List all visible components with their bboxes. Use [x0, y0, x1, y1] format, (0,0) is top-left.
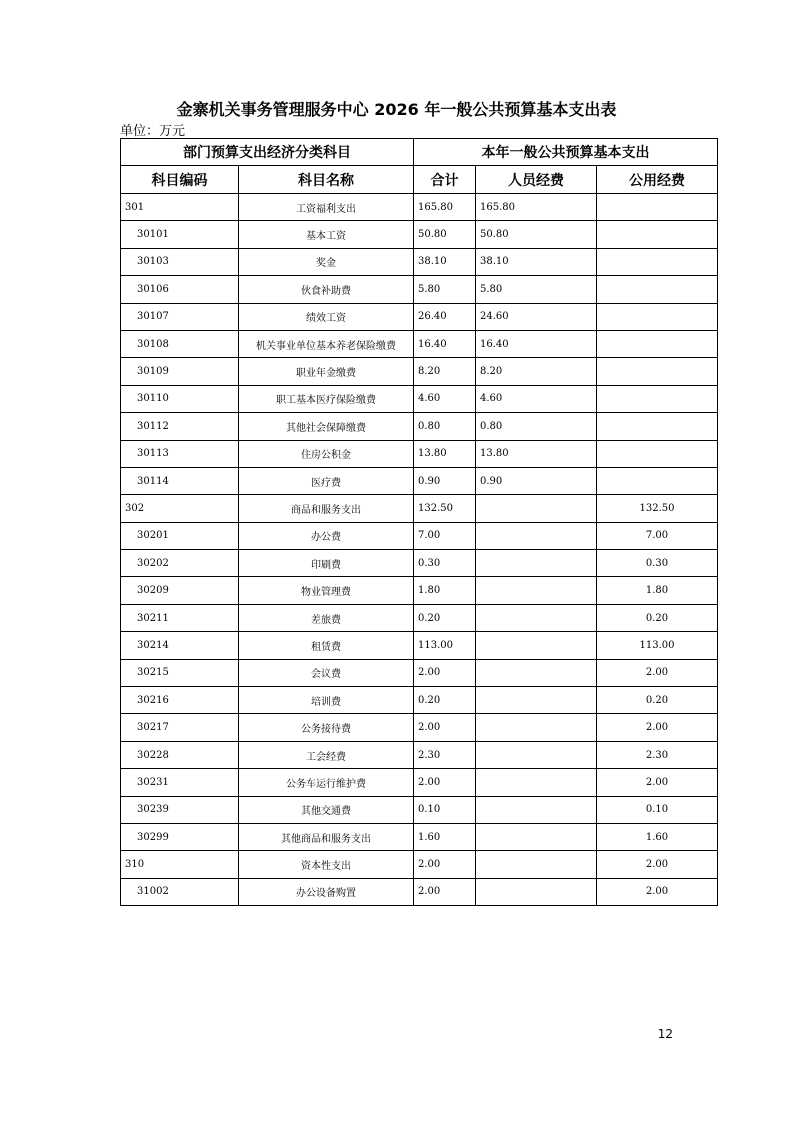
cell-name: 其他交通费 [239, 796, 414, 823]
table-row [121, 358, 718, 385]
cell-personnel [476, 878, 597, 905]
cell-code: 30101 [121, 221, 239, 248]
cell-personnel [476, 851, 597, 878]
table-row [121, 248, 718, 275]
cell-code: 30215 [121, 659, 239, 686]
cell-name: 公务车运行维护费 [239, 769, 414, 796]
cell-code: 302 [121, 495, 239, 522]
group-header-expenditure: 本年一般公共预算基本支出 [414, 139, 718, 166]
cell-personnel [476, 741, 597, 768]
cell-public: 2.30 [597, 741, 718, 768]
cell-public [597, 440, 718, 467]
cell-code: 30239 [121, 796, 239, 823]
cell-personnel [476, 823, 597, 850]
cell-public: 7.00 [597, 522, 718, 549]
cell-total: 113.00 [414, 632, 476, 659]
table-row [121, 303, 718, 330]
cell-code: 30109 [121, 358, 239, 385]
cell-public [597, 413, 718, 440]
column-header-personnel: 人员经费 [476, 166, 597, 194]
cell-code: 30211 [121, 604, 239, 631]
cell-name: 其他社会保障缴费 [239, 413, 414, 440]
table-row [121, 276, 718, 303]
cell-total: 0.30 [414, 550, 476, 577]
cell-public [597, 221, 718, 248]
unit-label: 单位：万元 [120, 124, 186, 139]
cell-personnel: 16.40 [476, 330, 597, 357]
cell-code: 30217 [121, 714, 239, 741]
table-row [121, 878, 718, 905]
cell-code: 30107 [121, 303, 239, 330]
cell-total: 2.00 [414, 714, 476, 741]
cell-personnel [476, 687, 597, 714]
cell-total: 2.00 [414, 769, 476, 796]
cell-total: 8.20 [414, 358, 476, 385]
cell-personnel [476, 632, 597, 659]
cell-name: 会议费 [239, 659, 414, 686]
cell-code: 30114 [121, 467, 239, 494]
group-header-classification: 部门预算支出经济分类科目 [121, 139, 414, 166]
budget-table [120, 138, 718, 906]
cell-public: 113.00 [597, 632, 718, 659]
table-row [121, 851, 718, 878]
page-number: 12 [657, 1027, 673, 1041]
cell-personnel [476, 522, 597, 549]
cell-public [597, 385, 718, 412]
table-row [121, 632, 718, 659]
cell-total: 0.20 [414, 604, 476, 631]
cell-personnel [476, 604, 597, 631]
cell-total: 132.50 [414, 495, 476, 522]
cell-public [597, 358, 718, 385]
cell-total: 26.40 [414, 303, 476, 330]
table-row [121, 550, 718, 577]
cell-code: 30214 [121, 632, 239, 659]
cell-total: 2.00 [414, 878, 476, 905]
cell-code: 30106 [121, 276, 239, 303]
cell-total: 13.80 [414, 440, 476, 467]
cell-code: 30216 [121, 687, 239, 714]
cell-total: 1.60 [414, 823, 476, 850]
cell-public: 2.00 [597, 878, 718, 905]
cell-personnel: 4.60 [476, 385, 597, 412]
cell-name: 其他商品和服务支出 [239, 823, 414, 850]
cell-total: 16.40 [414, 330, 476, 357]
cell-code: 30108 [121, 330, 239, 357]
cell-code: 30201 [121, 522, 239, 549]
cell-personnel: 0.80 [476, 413, 597, 440]
cell-name: 机关事业单位基本养老保险缴费 [239, 330, 414, 357]
cell-personnel: 5.80 [476, 276, 597, 303]
cell-public [597, 467, 718, 494]
cell-public: 2.00 [597, 851, 718, 878]
column-header-total: 合计 [414, 166, 476, 194]
cell-code: 30228 [121, 741, 239, 768]
cell-name: 租赁费 [239, 632, 414, 659]
cell-code: 301 [121, 194, 239, 221]
cell-personnel [476, 659, 597, 686]
cell-total: 5.80 [414, 276, 476, 303]
cell-name: 住房公积金 [239, 440, 414, 467]
cell-total: 0.80 [414, 413, 476, 440]
table-row [121, 769, 718, 796]
table-row [121, 467, 718, 494]
cell-total: 165.80 [414, 194, 476, 221]
cell-public [597, 303, 718, 330]
table-row [121, 495, 718, 522]
cell-name: 基本工资 [239, 221, 414, 248]
cell-name: 工会经费 [239, 741, 414, 768]
cell-name: 职工基本医疗保险缴费 [239, 385, 414, 412]
cell-name: 绩效工资 [239, 303, 414, 330]
cell-total: 2.00 [414, 659, 476, 686]
cell-total: 38.10 [414, 248, 476, 275]
table-row [121, 714, 718, 741]
cell-public: 0.30 [597, 550, 718, 577]
cell-personnel [476, 495, 597, 522]
table-row [121, 741, 718, 768]
cell-total: 2.00 [414, 851, 476, 878]
table-row [121, 194, 718, 221]
cell-code: 30209 [121, 577, 239, 604]
cell-public: 1.60 [597, 823, 718, 850]
cell-name: 办公费 [239, 522, 414, 549]
cell-public: 2.00 [597, 769, 718, 796]
cell-personnel: 8.20 [476, 358, 597, 385]
cell-code: 30103 [121, 248, 239, 275]
table-row [121, 330, 718, 357]
table-row [121, 604, 718, 631]
cell-code: 310 [121, 851, 239, 878]
cell-code: 30231 [121, 769, 239, 796]
table-row [121, 221, 718, 248]
table-row [121, 687, 718, 714]
table-row [121, 413, 718, 440]
cell-personnel [476, 714, 597, 741]
cell-total: 50.80 [414, 221, 476, 248]
cell-name: 印刷费 [239, 550, 414, 577]
cell-public: 1.80 [597, 577, 718, 604]
cell-public: 132.50 [597, 495, 718, 522]
cell-name: 办公设备购置 [239, 878, 414, 905]
cell-name: 工资福利支出 [239, 194, 414, 221]
cell-name: 医疗费 [239, 467, 414, 494]
table-row [121, 577, 718, 604]
cell-total: 7.00 [414, 522, 476, 549]
cell-personnel: 13.80 [476, 440, 597, 467]
cell-name: 培训费 [239, 687, 414, 714]
cell-name: 职业年金缴费 [239, 358, 414, 385]
cell-name: 伙食补助费 [239, 276, 414, 303]
cell-total: 0.10 [414, 796, 476, 823]
table-row [121, 440, 718, 467]
cell-total: 2.30 [414, 741, 476, 768]
cell-name: 奖金 [239, 248, 414, 275]
cell-name: 物业管理费 [239, 577, 414, 604]
table-body [121, 194, 718, 906]
cell-personnel [476, 796, 597, 823]
cell-code: 30202 [121, 550, 239, 577]
table-row [121, 796, 718, 823]
column-header-code: 科目编码 [121, 166, 239, 194]
cell-personnel: 165.80 [476, 194, 597, 221]
cell-name: 资本性支出 [239, 851, 414, 878]
cell-personnel: 50.80 [476, 221, 597, 248]
cell-personnel: 0.90 [476, 467, 597, 494]
table-row [121, 659, 718, 686]
cell-public: 0.20 [597, 604, 718, 631]
cell-name: 商品和服务支出 [239, 495, 414, 522]
cell-total: 4.60 [414, 385, 476, 412]
cell-personnel [476, 769, 597, 796]
cell-public [597, 194, 718, 221]
cell-personnel: 38.10 [476, 248, 597, 275]
cell-code: 31002 [121, 878, 239, 905]
cell-public [597, 248, 718, 275]
cell-public: 2.00 [597, 714, 718, 741]
cell-code: 30299 [121, 823, 239, 850]
cell-public: 0.10 [597, 796, 718, 823]
cell-personnel [476, 550, 597, 577]
cell-name: 公务接待费 [239, 714, 414, 741]
table-row [121, 522, 718, 549]
cell-total: 0.90 [414, 467, 476, 494]
cell-public [597, 330, 718, 357]
cell-public [597, 276, 718, 303]
column-header-public: 公用经费 [597, 166, 718, 194]
cell-personnel: 24.60 [476, 303, 597, 330]
column-header-name: 科目名称 [239, 166, 414, 194]
cell-total: 1.80 [414, 577, 476, 604]
page-title: 金寨机关事务管理服务中心 2026 年一般公共预算基本支出表 [176, 100, 617, 119]
cell-code: 30112 [121, 413, 239, 440]
cell-name: 差旅费 [239, 604, 414, 631]
table-row [121, 823, 718, 850]
cell-personnel [476, 577, 597, 604]
cell-public: 2.00 [597, 659, 718, 686]
cell-code: 30110 [121, 385, 239, 412]
cell-total: 0.20 [414, 687, 476, 714]
cell-code: 30113 [121, 440, 239, 467]
table-row [121, 385, 718, 412]
cell-public: 0.20 [597, 687, 718, 714]
